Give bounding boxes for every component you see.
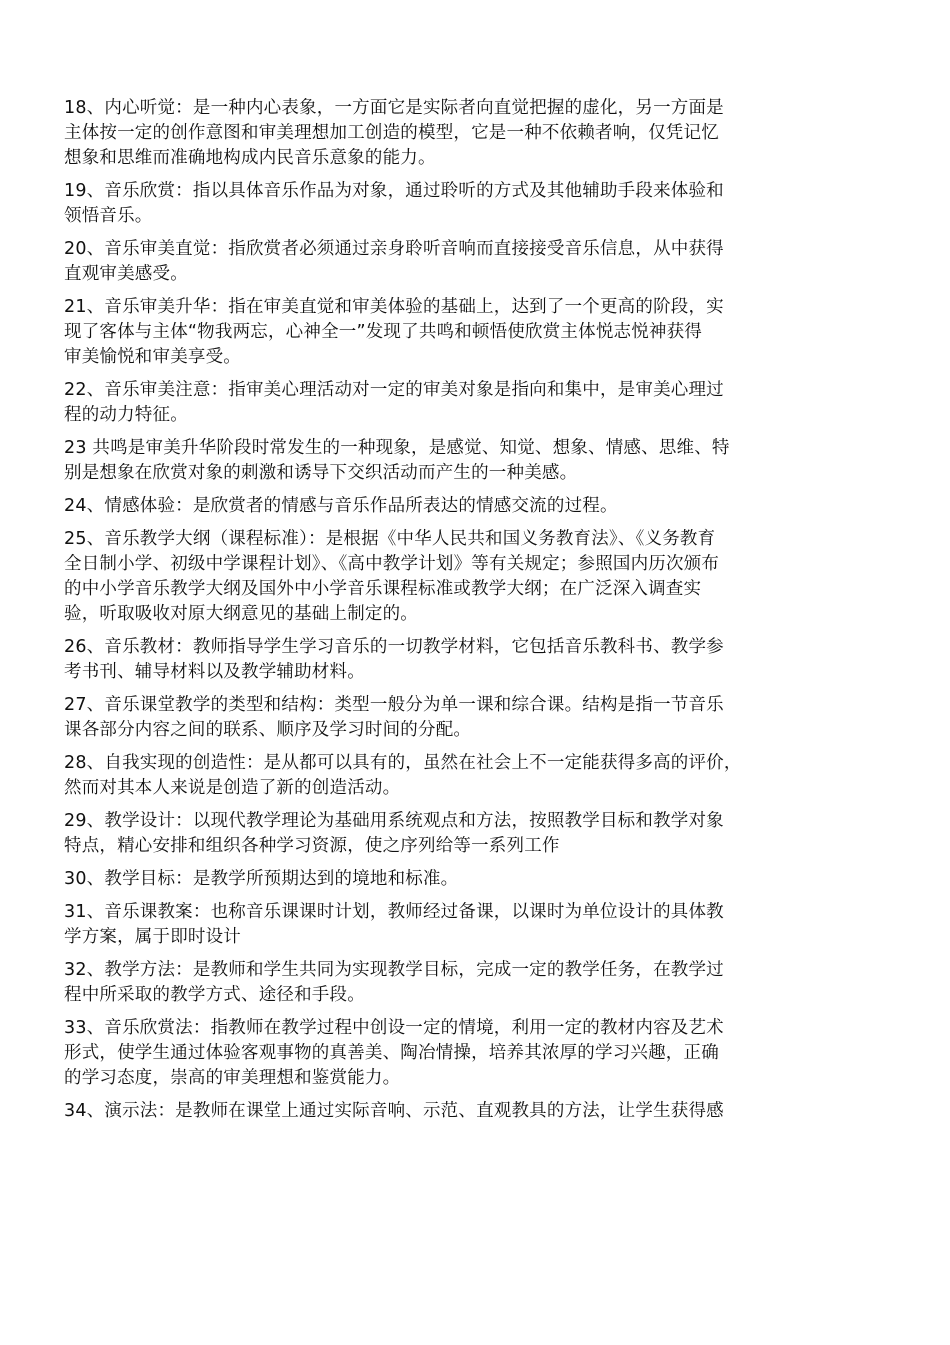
- entry-line: 34、演示法：是教师在课堂上通过实际音响、示范、直观教具的方法，让学生获得感: [64, 1101, 724, 1121]
- entry-line: 课各部分内容之间的联系、顺序及学习时间的分配。: [64, 720, 472, 740]
- entry-24: [0, 494, 950, 519]
- entry-line: 31、音乐课教案：也称音乐课课时计划，教师经过备课，以课时为单位设计的具体教: [64, 902, 724, 922]
- entry-22: [0, 378, 950, 428]
- entry-26: [0, 635, 950, 685]
- entry-line: 学方案，属于即时设计: [64, 927, 241, 947]
- entry-34: [0, 1099, 950, 1124]
- entry-line: 33、音乐欣赏法：指教师在教学过程中创设一定的情境，利用一定的教材内容及艺术: [64, 1018, 724, 1038]
- entry-28: [0, 751, 950, 801]
- entry-29: [0, 809, 950, 859]
- entry-line: 特点，精心安排和组织各种学习资源，使之序列给等一系列工作: [64, 836, 560, 856]
- entry-line: 领悟音乐。: [64, 206, 153, 226]
- entry-23: [0, 436, 950, 486]
- entry-line: 32、教学方法：是教师和学生共同为实现教学目标，完成一定的教学任务，在教学过: [64, 960, 724, 980]
- entry-line: 25、音乐教学大纲（课程标准）：是根据《中华人民共和国义务教育法》、《义务教育: [64, 529, 716, 549]
- entry-line: 30、教学目标：是教学所预期达到的境地和标准。: [64, 869, 459, 889]
- entry-18: [0, 96, 950, 171]
- entry-27: [0, 693, 950, 743]
- entry-line: 的中小学音乐教学大纲及国外中小学音乐课程标准或教学大纲；在广泛深入调查实: [64, 579, 702, 599]
- entry-line: 形式，使学生通过体验客观事物的真善美、陶冶情操，培养其浓厚的学习兴趣，正确: [64, 1043, 719, 1063]
- entry-line: 考书刊、辅导材料以及教学辅助材料。: [64, 662, 365, 682]
- entry-line: 18、内心听觉：是一种内心表象，一方面它是实际者向直觉把握的虚化，另一方面是: [64, 98, 724, 118]
- entry-32: [0, 958, 950, 1008]
- entry-line: 审美愉悦和审美享受。: [64, 347, 241, 367]
- glossary-content: [0, 96, 950, 1124]
- entry-21: [0, 295, 950, 370]
- entry-line: 全日制小学、初级中学课程计划》、《高中教学计划》等有关规定；参照国内历次颁布: [64, 554, 720, 574]
- entry-line: 想象和思维而准确地构成内民音乐意象的能力。: [64, 148, 436, 168]
- entry-line: 22、音乐审美注意：指审美心理活动对一定的审美对象是指向和集中，是审美心理过: [64, 380, 724, 400]
- entry-line: 程的动力特征。: [64, 405, 188, 425]
- entry-line: 别是想象在欣赏对象的刺激和诱导下交织活动而产生的一种美感。: [64, 463, 578, 483]
- entry-30: [0, 867, 950, 892]
- entry-line: 26、音乐教材：教师指导学生学习音乐的一切教学材料，它包括音乐教科书、教学参: [64, 637, 724, 657]
- entry-line: 程中所采取的教学方式、途径和手段。: [64, 985, 365, 1005]
- entry-line: 20、音乐审美直觉：指欣赏者必须通过亲身聆听音响而直接接受音乐信息，从中获得: [64, 239, 724, 259]
- entry-line: 直观审美感受。: [64, 264, 188, 284]
- entry-line: 29、教学设计：以现代教学理论为基础用系统观点和方法，按照教学目标和教学对象: [64, 811, 724, 831]
- entry-line: 主体按一定的创作意图和审美理想加工创造的模型，它是一种不依赖者响，仅凭记忆: [64, 123, 719, 143]
- entry-19: [0, 179, 950, 229]
- entry-line: 24、情感体验：是欣赏者的情感与音乐作品所表达的情感交流的过程。: [64, 496, 618, 516]
- entry-line: 21、音乐审美升华：指在审美直觉和审美体验的基础上，达到了一个更高的阶段，实: [64, 297, 724, 317]
- entry-line: 23 共鸣是审美升华阶段时常发生的一种现象，是感觉、知觉、想象、情感、思维、特: [64, 438, 730, 458]
- entry-line: 19、音乐欣赏：指以具体音乐作品为对象，通过聆听的方式及其他辅助手段来体验和: [64, 181, 724, 201]
- entry-line: 的学习态度，崇高的审美理想和鉴赏能力。: [64, 1068, 401, 1088]
- entry-line: 然而对其本人来说是创造了新的创造活动。: [64, 778, 401, 798]
- entry-20: [0, 237, 950, 287]
- entry-31: [0, 900, 950, 950]
- entry-33: [0, 1016, 950, 1091]
- entry-25: [0, 527, 950, 627]
- entry-line: 验，听取吸收对原大纲意见的基础上制定的。: [64, 604, 418, 624]
- entry-line: 现了客体与主体“物我两忘，心神全一”发现了共鸣和顿悟使欣赏主体悦志悦神获得: [64, 322, 703, 342]
- entry-line: 28、自我实现的创造性：是从都可以具有的，虽然在社会上不一定能获得多高的评价，: [64, 753, 742, 773]
- entry-line: 27、音乐课堂教学的类型和结构：类型一般分为单一课和综合课。结构是指一节音乐: [64, 695, 724, 715]
